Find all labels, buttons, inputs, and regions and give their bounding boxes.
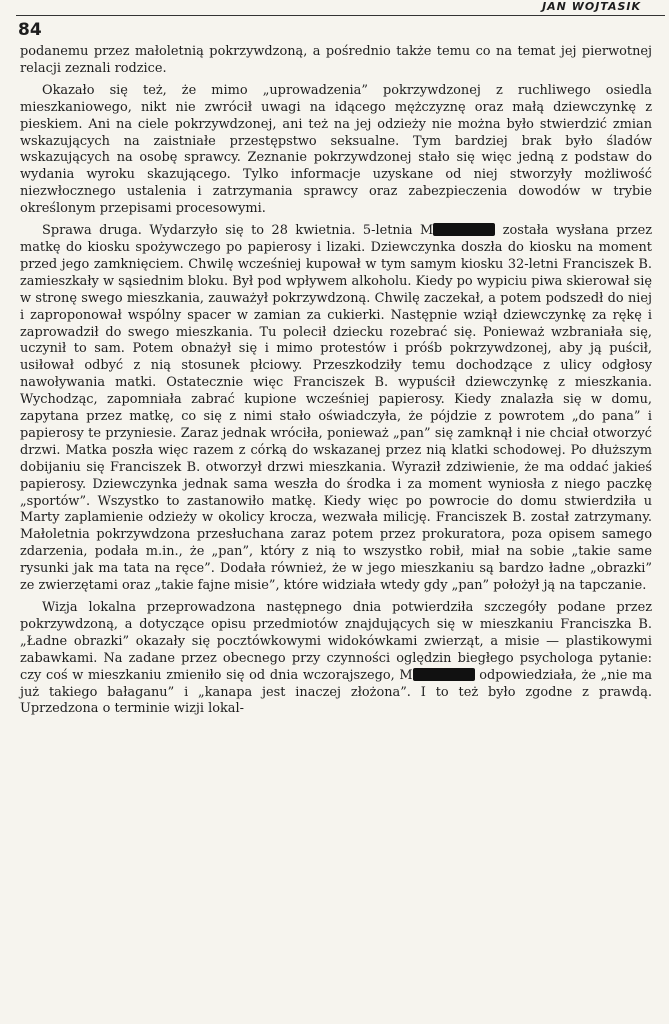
redaction-box (413, 668, 475, 681)
paragraph-site-inspection-start: Wizja lokalna przeprowadzona następnego dnia potwierdziła szczegóły podane przez pokrzywdzoną, a dotyczące opisu przedmiotów znajdujących się w mieszkaniu Franciszka B. „Ładne obrazki” okazały się pocztówkowymi widokówkami zwierząt, a misie — plastikowymi zabawkami. Na zadane przez obecnego przy czynności oględzin biegłego psychologa pytanie: czy coś w mieszkaniu zmieniło się od dnia wczorajszego, M (20, 600, 652, 683)
redaction-box (433, 223, 495, 236)
body-text (20, 44, 652, 723)
paragraph-case-one: Okazało się też, że mimo „uprowadzenia” pokrzywdzonej z ruchliwego osiedla mieszkaniowego, nikt nie zwrócił uwagi na idącego mężczyznę oraz małą dziewczynkę z pieskiem. Ani na ciele pokrzywdzonej, ani też na jej odzieży nie można było stwierdzić zmian wskazujących na zaistniałe przestępstwo seksualne. Tym bardziej brak było śladów wskazujących na osobę sprawcy. Zeznanie pokrzywdzonej stało się więc jedną z podstaw do wydania wyroku skazującego. Tylko informacje uzyskane od niej stworzyły możliwość niezwłocznego ustalenia i zatrzymania sprawcy oraz zabezpieczenia dowodów w trybie określonym przepisami procesowymi. (20, 82, 652, 217)
page-number: 84 (18, 20, 42, 40)
running-head-author: JAN WOJTASIK (542, 0, 641, 13)
paragraph-case-two-start: Sprawa druga. Wydarzyło się to 28 kwietnia. 5-letnia M (42, 223, 434, 239)
paragraph-case-two (20, 223, 652, 595)
paragraph-continuation: podanemu przez małoletnią pokrzywdzoną, a pośrednio także temu co na temat jej pierwotnej relacji zeznali rodzice. (20, 44, 652, 76)
paragraph-site-inspection (20, 600, 652, 718)
paragraph-site-inspection-rest: odpowiedziała, że „nie ma już takiego bałaganu” i „kanapa jest inaczej złożona”. I to też było zgodne z prawdą. Uprzedzona o terminie wizji lokal- (20, 667, 653, 717)
page-header (16, 0, 653, 40)
paragraph-case-two-rest: została wysłana przez matkę do kiosku spożywczego po papierosy i lizaki. Dziewczynka doszła do kiosku na moment przed jego zamknięciem. Chwilę wcześniej kupował w tym samym kiosku 32-letni Franciszek B. zamieszkały w sąsiednim bloku. Był pod wpływem alkoholu. Kiedy po wypiciu piwa skierował się w stronę swego mieszkania, zauważył pokrzywdzoną. Chwilę zaczekał, a potem podszedł do niej i zaproponował wspólny spacer w zamian za cukierki. Następnie wziął dziewczynkę za rękę i zaprowadził do swego mieszkania. Tu polecił dziecku rozebrać się. Ponieważ wzbraniała się, uczynił to sam. Potem obnażył się i mimo protestów i próśb pokrzywdzonej, aby ją puścił, usiłował odbyć z nią stosunek płciowy. Przeszkodziły temu dochodzące z ulicy odgłosy nawoływania matki. Ostatecznie więc Franciszek B. wypuścił dziewczynkę z mieszkania. Wychodząc, zapomniała zabrać kupione wcześniej papierosy. Kiedy znalazła się w domu, zapytana przez matkę, co się z nimi stało oświadczyła, że pójdzie z powrotem „do pana” i papierosy te przyniesie. Zaraz jednak wróciła, ponieważ „pan” się zamknął i nie chciał otworzyć drzwi. Matka poszła więc razem z córką do wskazanej przez nią klatki schodowej. Po dłuższym dobijaniu się Franciszek B. otworzył drzwi mieszkania. Wyraził zdziwienie, że ma oddać jakieś papierosy. Dziewczynka jednak sama weszła do środka i za moment wyniosła z niego paczkę „sportów”. Wszystko to zastanowiło matkę. Kiedy więc po powrocie do domu stwierdziła u Marty zaplamienie odzieży w okolicy krocza, wezwała milicję. Franciszek B. został zatrzymany. Małoletnia pokrzywdzona przesłuchana zaraz potem przez prokuratora, poza opisem samego zdarzenia, podała m.in., że „pan”, który z nią to wszystko robił, miał na sobie „takie same rysunki jak ma tata na ręce”. Dodała również, że w jego mieszkaniu są bardzo ładne „obrazki” ze zwierzętami oraz „takie fajne misie”, które widziała wtedy gdy „pan” położył ją na tapczanie. (20, 223, 652, 594)
